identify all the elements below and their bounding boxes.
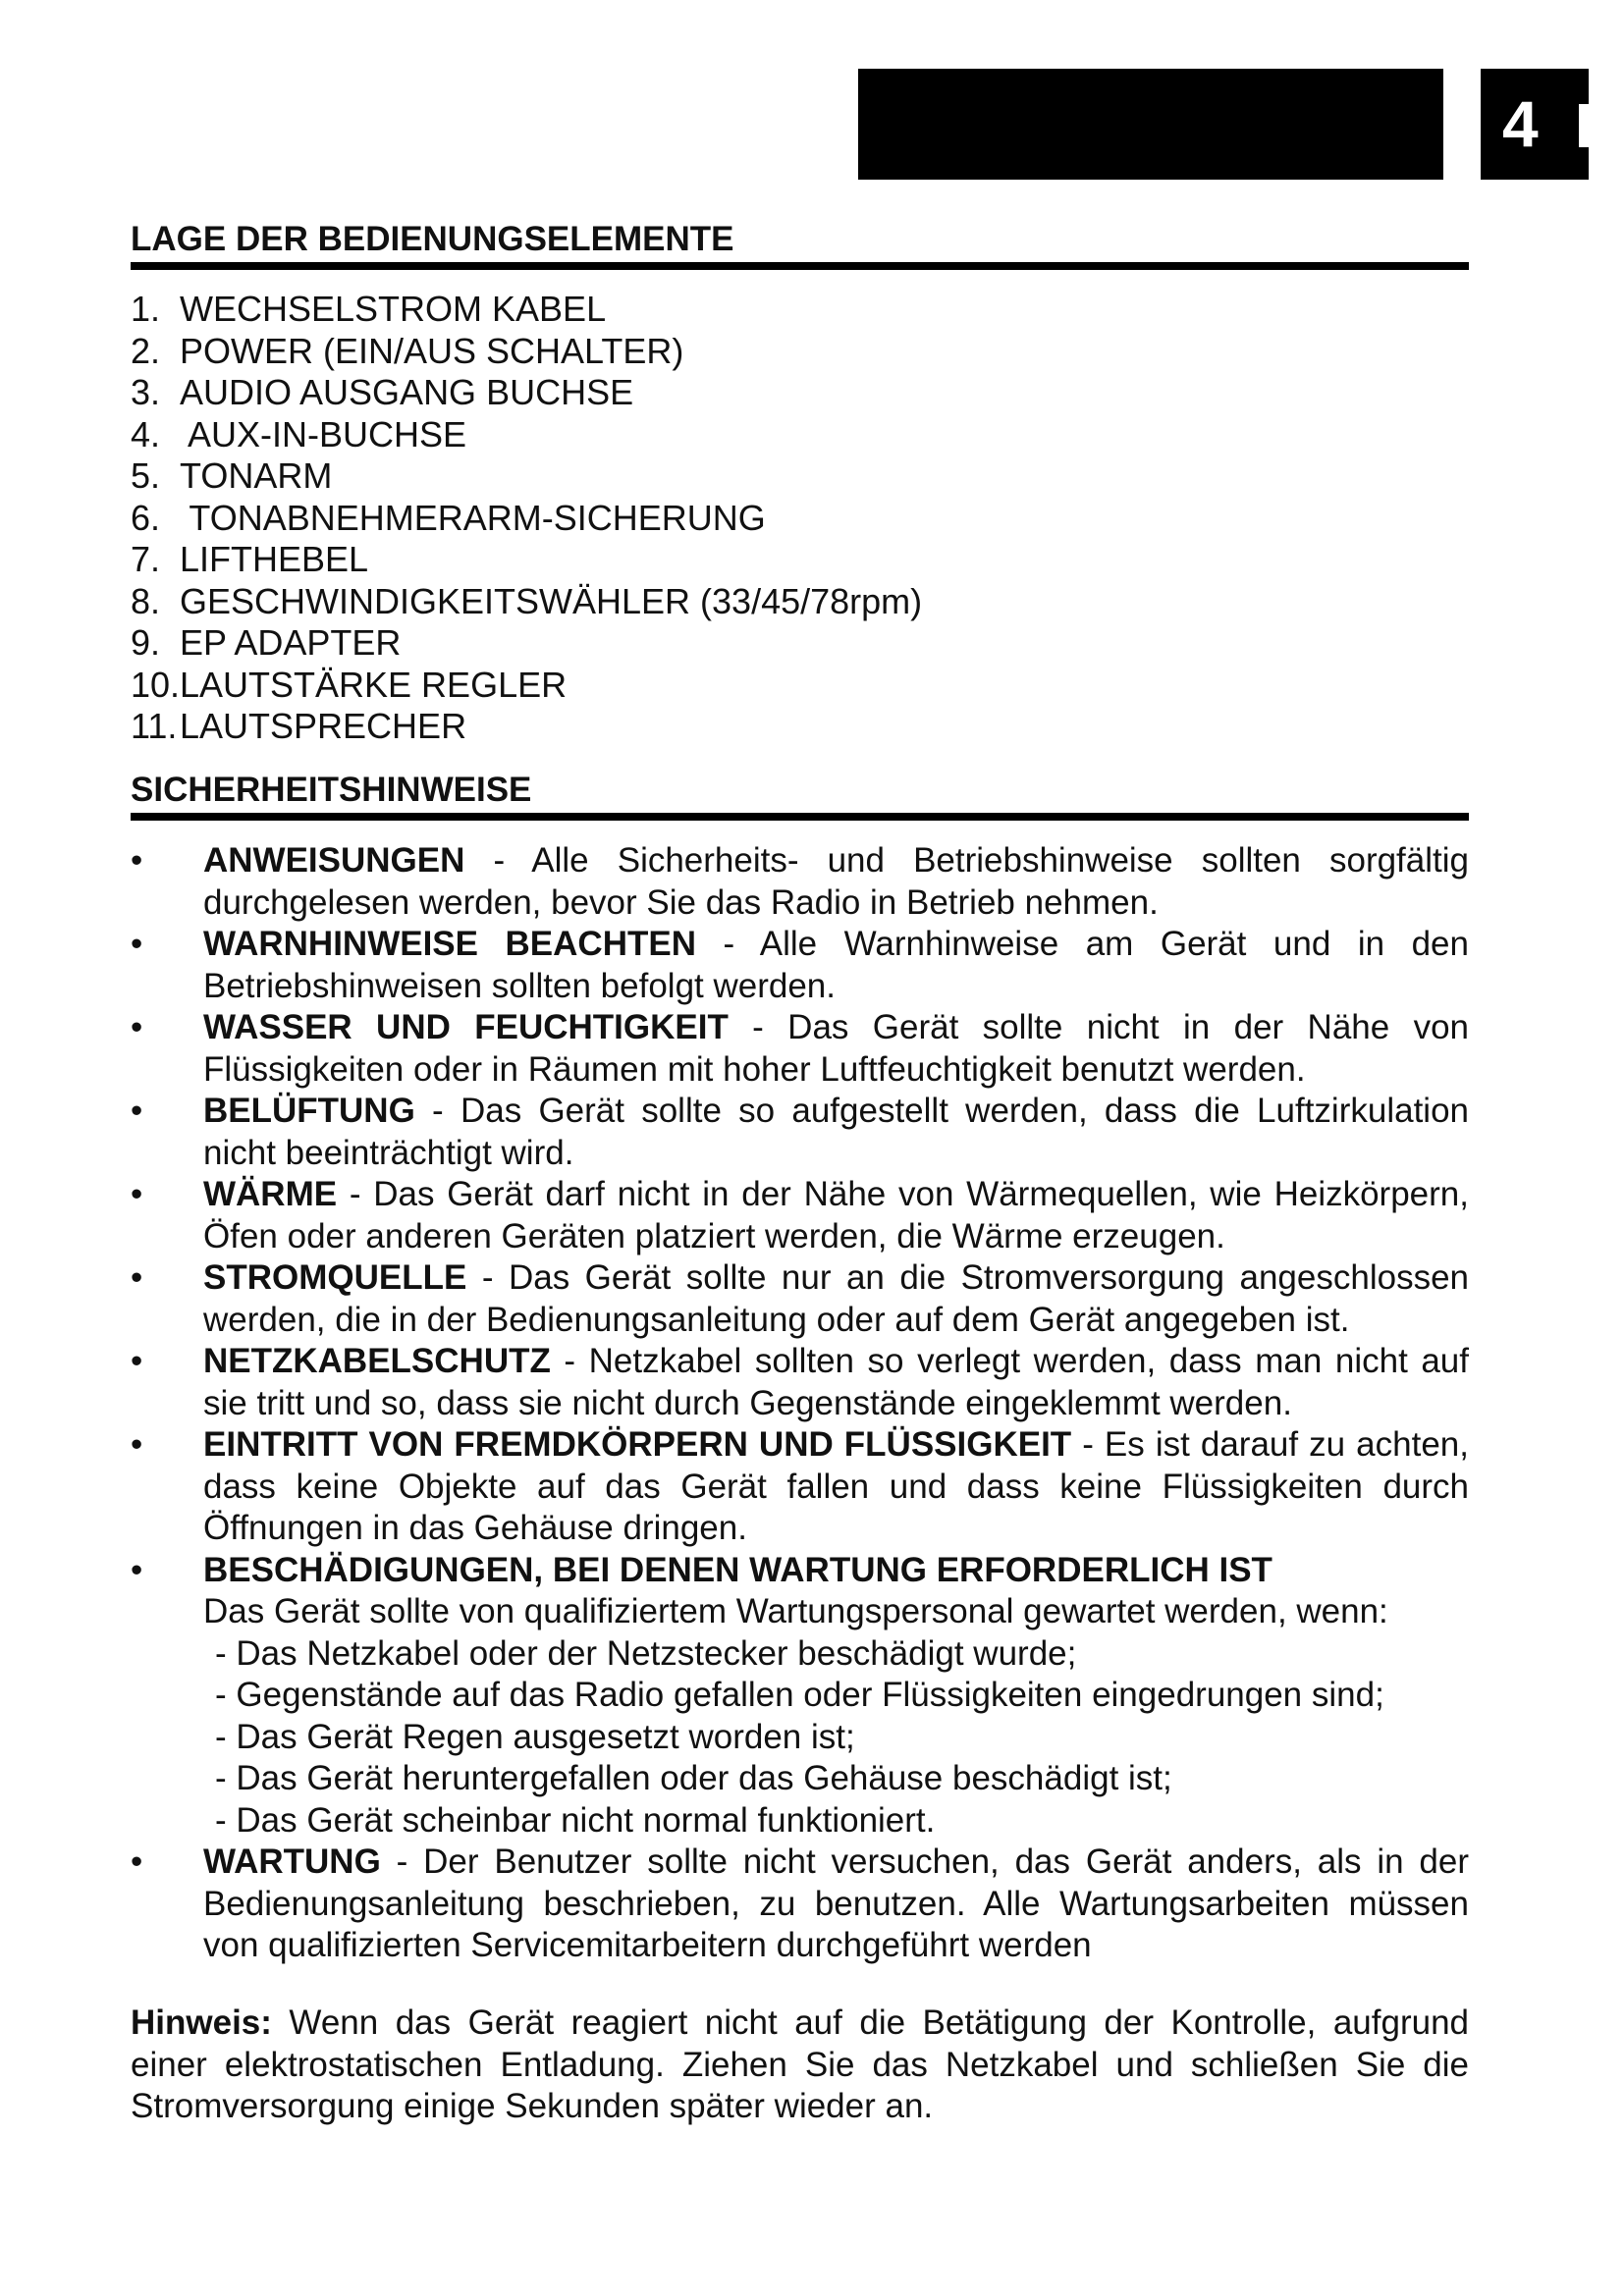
bullet-icon: • <box>131 925 143 963</box>
safety-item: • WÄRME - Das Gerät darf nicht in der Nähe von Wärmequellen, wie Heizkörpern, Öfen oder anderen Geräten platziert werden, die Wärme erzeugen. <box>131 1175 1469 1255</box>
damage-intro: Das Gerät sollte von qualifiziertem Wartungspersonal gewartet werden, wenn: <box>203 1592 1388 1630</box>
list-item: 6. TONABNEHMERARM-SICHERUNG <box>131 497 766 538</box>
bullet-icon: • <box>131 1342 143 1380</box>
sub-list-item: - Das Gerät Regen ausgesetzt worden ist; <box>215 1717 855 1756</box>
damage-sublist <box>203 1633 1469 1842</box>
page-tab-notch <box>1579 104 1589 147</box>
page-number-tab <box>1481 69 1589 180</box>
safety-list <box>131 840 1469 1967</box>
controls-list <box>131 289 922 748</box>
bullet-icon: • <box>131 841 143 880</box>
bullet-icon: • <box>131 1092 143 1130</box>
bullet-icon: • <box>131 1842 143 1881</box>
safety-item: • WARTUNG - Der Benutzer sollte nicht versuchen, das Gerät anders, als in der Bedienungsanleitung beschrieben, zu benutzen. Alle Wartungsarbeiten müssen von qualifizierten Servicemitarbeitern durchgeführt werden <box>131 1842 1469 1964</box>
list-item: 1. WECHSELSTROM KABEL <box>131 289 607 329</box>
controls-heading: LAGE DER BEDIENUNGSELEMENTE <box>131 222 1469 270</box>
safety-item: • ANWEISUNGEN - Alle Sicherheits- und Betriebshinweise sollten sorgfältig durchgelesen werden, bevor Sie das Radio in Betrieb nehmen. <box>131 841 1469 922</box>
list-item: 3. AUDIO AUSGANG BUCHSE <box>131 372 634 412</box>
safety-item: • BELÜFTUNG - Das Gerät sollte so aufgestellt werden, dass die Luftzirkulation nicht beeinträchtigt wird. <box>131 1092 1469 1172</box>
note-text: Wenn das Gerät reagiert nicht auf die Betätigung der Kontrolle, aufgrund einer elektrostatischen Entladung. Ziehen Sie das Netzkabel und schließen Sie die Stromversorgung einige Sekunden später wieder an. <box>131 2003 1469 2125</box>
list-item: 7. LIFTHEBEL <box>131 539 369 579</box>
safety-item: • WARNHINWEISE BEACHTEN - Alle Warnhinweise am Gerät und in den Betriebshinweisen sollten befolgt werden. <box>131 925 1469 1005</box>
safety-heading: SICHERHEITSHINWEISE <box>131 773 1469 821</box>
list-item: 11.LAUTSPRECHER <box>131 706 467 746</box>
note-paragraph <box>131 2002 1469 2128</box>
safety-item: • STROMQUELLE - Das Gerät sollte nur an die Stromversorgung angeschlossen werden, die in der Bedienungsanleitung oder auf dem Gerät angegeben ist. <box>131 1258 1469 1339</box>
list-item: 9. EP ADAPTER <box>131 622 402 663</box>
safety-item: • EINTRITT VON FREMDKÖRPERN UND FLÜSSIGKEIT - Es ist darauf zu achten, dass keine Objekte auf das Gerät fallen und dass keine Flüssigkeiten durch Öffnungen in das Gehäuse dringen. <box>131 1425 1469 1547</box>
list-item: 2. POWER (EIN/AUS SCHALTER) <box>131 330 684 371</box>
list-item: 8. GESCHWINDIGKEITSWÄHLER (33/45/78rpm) <box>131 580 923 621</box>
sub-list-item: - Das Gerät scheinbar nicht normal funktioniert. <box>215 1800 936 1840</box>
bullet-icon: • <box>131 1175 143 1213</box>
bullet-icon: • <box>131 1258 143 1297</box>
note-label: Hinweis: <box>131 2003 272 2042</box>
list-item: 10.LAUTSTÄRKE REGLER <box>131 664 568 705</box>
bullet-icon: • <box>131 1425 143 1464</box>
header-black-bar <box>858 69 1443 180</box>
sub-list-item: - Das Netzkabel oder der Netzstecker beschädigt wurde; <box>215 1633 1077 1673</box>
page-number: 4 <box>1502 87 1539 160</box>
safety-item: • WASSER UND FEUCHTIGKEIT - Das Gerät sollte nicht in der Nähe von Flüssigkeiten oder in Räumen mit hoher Luftfeuchtigkeit benutzt werden. <box>131 1008 1469 1089</box>
safety-item-damage: • BESCHÄDIGUNGEN, BEI DENEN WARTUNG ERFORDERLICH IST Das Gerät sollte von qualifiziertem Wartungspersonal gewartet werden, wenn: - Das Netzkabel oder der Netzstecker beschädigt wurde; - Gegenstände auf das Radio gefallen oder Flüssigkeiten eingedrungen sind; - Das Gerät Regen ausgesetzt worden ist; - Das Gerät heruntergefallen oder das Gehäuse beschädigt ist; - Das Gerät scheinbar nicht normal funktioniert. <box>131 1550 1469 1842</box>
list-item: 4. AUX-IN-BUCHSE <box>131 413 467 454</box>
safety-item: • NETZKABELSCHUTZ - Netzkabel sollten so verlegt werden, dass man nicht auf sie tritt und so, dass sie nicht durch Gegenstände eingeklemmt werden. <box>131 1342 1469 1422</box>
list-item: 5. TONARM <box>131 455 333 496</box>
sub-list-item: - Gegenstände auf das Radio gefallen oder Flüssigkeiten eingedrungen sind; <box>215 1676 1384 1714</box>
bullet-icon: • <box>131 1008 143 1046</box>
bullet-icon: • <box>131 1550 143 1589</box>
sub-list-item: - Das Gerät heruntergefallen oder das Gehäuse beschädigt ist; <box>215 1759 1172 1797</box>
